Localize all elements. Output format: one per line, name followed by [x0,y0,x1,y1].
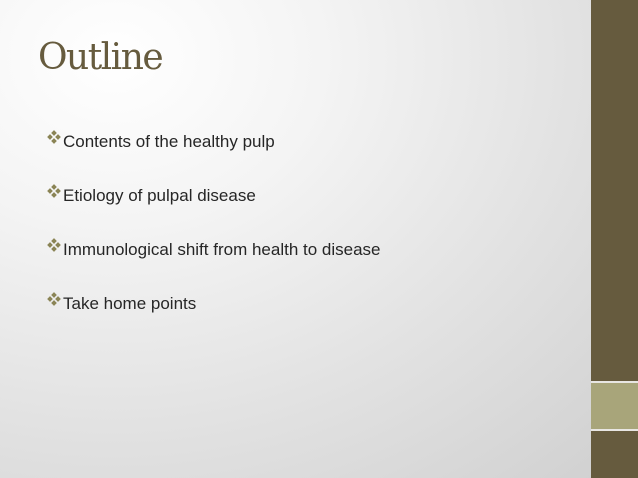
bullet-text: Contents of the healthy pulp [63,132,275,151]
bullet-text: Immunological shift from health to disease [63,240,381,259]
diamond-bullet-icon [46,185,62,199]
bullet-item [46,185,381,239]
side-divider [591,429,638,431]
bullet-text: Take home points [63,294,197,313]
bullet-text: Etiology of pulpal disease [63,186,256,205]
slide-title: Outline [38,37,163,78]
diamond-bullet-icon [46,239,62,253]
diamond-bullet-icon [46,131,62,145]
bullet-list [46,131,381,347]
diamond-bullet-icon [46,293,62,307]
bullet-item [46,293,381,347]
bullet-item [46,239,381,293]
side-accent-block [591,383,638,429]
bullet-item [46,131,381,185]
